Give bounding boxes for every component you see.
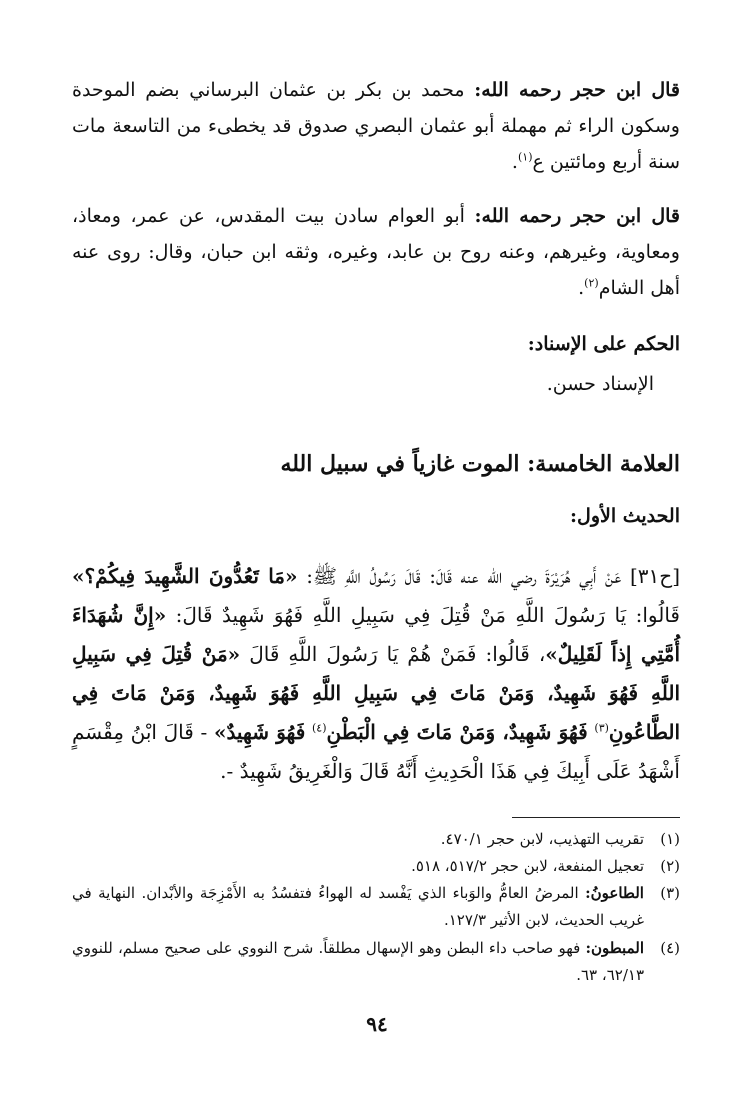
footnote-term: الطاعونُ: [585, 884, 644, 902]
footnote-text: تقريب التهذيب، لابن حجر ٤٧٠/١. [440, 830, 644, 848]
footnote-text: تعجيل المنفعة، لابن حجر ٥١٧/٢، ٥١٨. [411, 857, 644, 875]
narrator-paragraph-2 [72, 198, 680, 306]
footnote-3 [72, 880, 680, 934]
hadith-intro: [ح٣١] عَنْ أَبِي هُرَيْرَةَ رضي الله عنه قَالَ: قَالَ رَسُولُ اللَّهِ ﷺ: [306, 564, 680, 588]
footnote-text: المرضُ العامُّ والوَباء الذي يَفْسد له الهواءُ فتفسُدُ به الأَمْزِجَة والأبْدان. النهاية في غريب الحديث، لابن الأثير ١٢٧/٣. [72, 884, 644, 929]
hadith-text-part: قَالُوا: يَا رَسُولَ اللَّهِ مَنْ قُتِلَ فِي سَبِيلِ اللَّهِ فَهُوَ شَهِيدٌ قَالَ: [175, 603, 680, 627]
footnote-number: (٣) [660, 884, 680, 902]
footnote-body [72, 935, 644, 989]
paragraph-text: محمد بن بكر بن عثمان البرساني بضم الموحدة وسكون الراء ثم مهملة أبو عثمان البصري صدوق قد يخطىء من التاسعة مات سنة أربع ومائتين ع [72, 79, 680, 173]
paragraph-end: . [578, 277, 585, 299]
footnote-1 [72, 826, 680, 853]
footnote-text: فهو صاحب داء البطن وهو الإسهال مطلقاً. شرح النووي على صحيح مسلم، للنووي ٦٢/١٣، ٦٣. [72, 939, 644, 984]
hadith-quote: «مَا تَعُدُّونَ الشَّهِيدَ فِيكُمْ؟» [72, 564, 298, 588]
hadith-quote: فَهُوَ شَهِيدٌ» [213, 720, 306, 744]
hadith-quote: فَهُوَ شَهِيدٌ، وَمَنْ مَاتَ فِي الْبَطْنِ [326, 720, 588, 744]
narrator-paragraph-1 [72, 72, 680, 180]
hadith-heading: الحديث الأول: [570, 505, 680, 527]
footnote-number: (٢) [660, 857, 680, 875]
hadith-text-part: ، قَالُوا: فَمَنْ هُمْ يَا رَسُولَ اللَّهِ قَالَ [249, 642, 546, 666]
paragraph-lead: قال ابن حجر رحمه الله: [474, 79, 681, 101]
footnote-number: (٤) [660, 939, 680, 957]
footnote-divider [512, 817, 680, 818]
footnote-4 [72, 935, 680, 989]
footnote-ref: (٣) [594, 721, 609, 735]
footnote-2 [72, 853, 680, 880]
footnote-ref: (٤) [312, 721, 327, 735]
footnote-number: (١) [660, 830, 680, 848]
hadith-quote: «مَنْ قُتِلَ فِي سَبِيلِ اللَّهِ فَهُوَ شَهِيدٌ، وَمَنْ مَاتَ فِي سَبِيلِ اللَّهِ فَهُوَ شَهِيدٌ، وَمَنْ مَاتَ فِي الطَّاعُونِ [72, 642, 681, 744]
hadith-quote: «إِنَّ شُهَدَاءَ أُمَّتِي إِذاً لَقَلِيلٌ» [72, 603, 681, 666]
ruling-heading: الحكم على الإسناد: [527, 333, 680, 355]
footnote-body [72, 880, 644, 934]
paragraph-lead: قال ابن حجر رحمه الله: [474, 205, 681, 227]
hadith-closing: - قَالَ ابْنُ مِقْسَمٍ أَشْهَدُ عَلَى أَبِيكَ فِي هَذَا الْحَدِيثِ أَنَّهُ قَالَ وَالْغَرِيقُ شَهِيدٌ -. [72, 720, 680, 783]
ruling-text: الإسناد حسن. [546, 373, 654, 395]
section-heading: العلامة الخامسة: الموت غازياً في سبيل الله [280, 451, 680, 477]
footnote-ref: (١) [517, 150, 533, 164]
paragraph-end: . [511, 151, 518, 173]
footnote-ref: (٢) [584, 276, 599, 290]
footnote-term: المبطون: [585, 939, 644, 957]
paragraph-text: أبو العوام سادن بيت المقدس، عن عمر، ومعاذ، ومعاوية، وغيرهم، وعنه روح بن عابد، وغيره، وثقه ابن حبان، وقال: روى عنه أهل الشام [72, 205, 680, 299]
page-number: ٩٤ [366, 1012, 388, 1036]
hadith-text [72, 557, 680, 791]
